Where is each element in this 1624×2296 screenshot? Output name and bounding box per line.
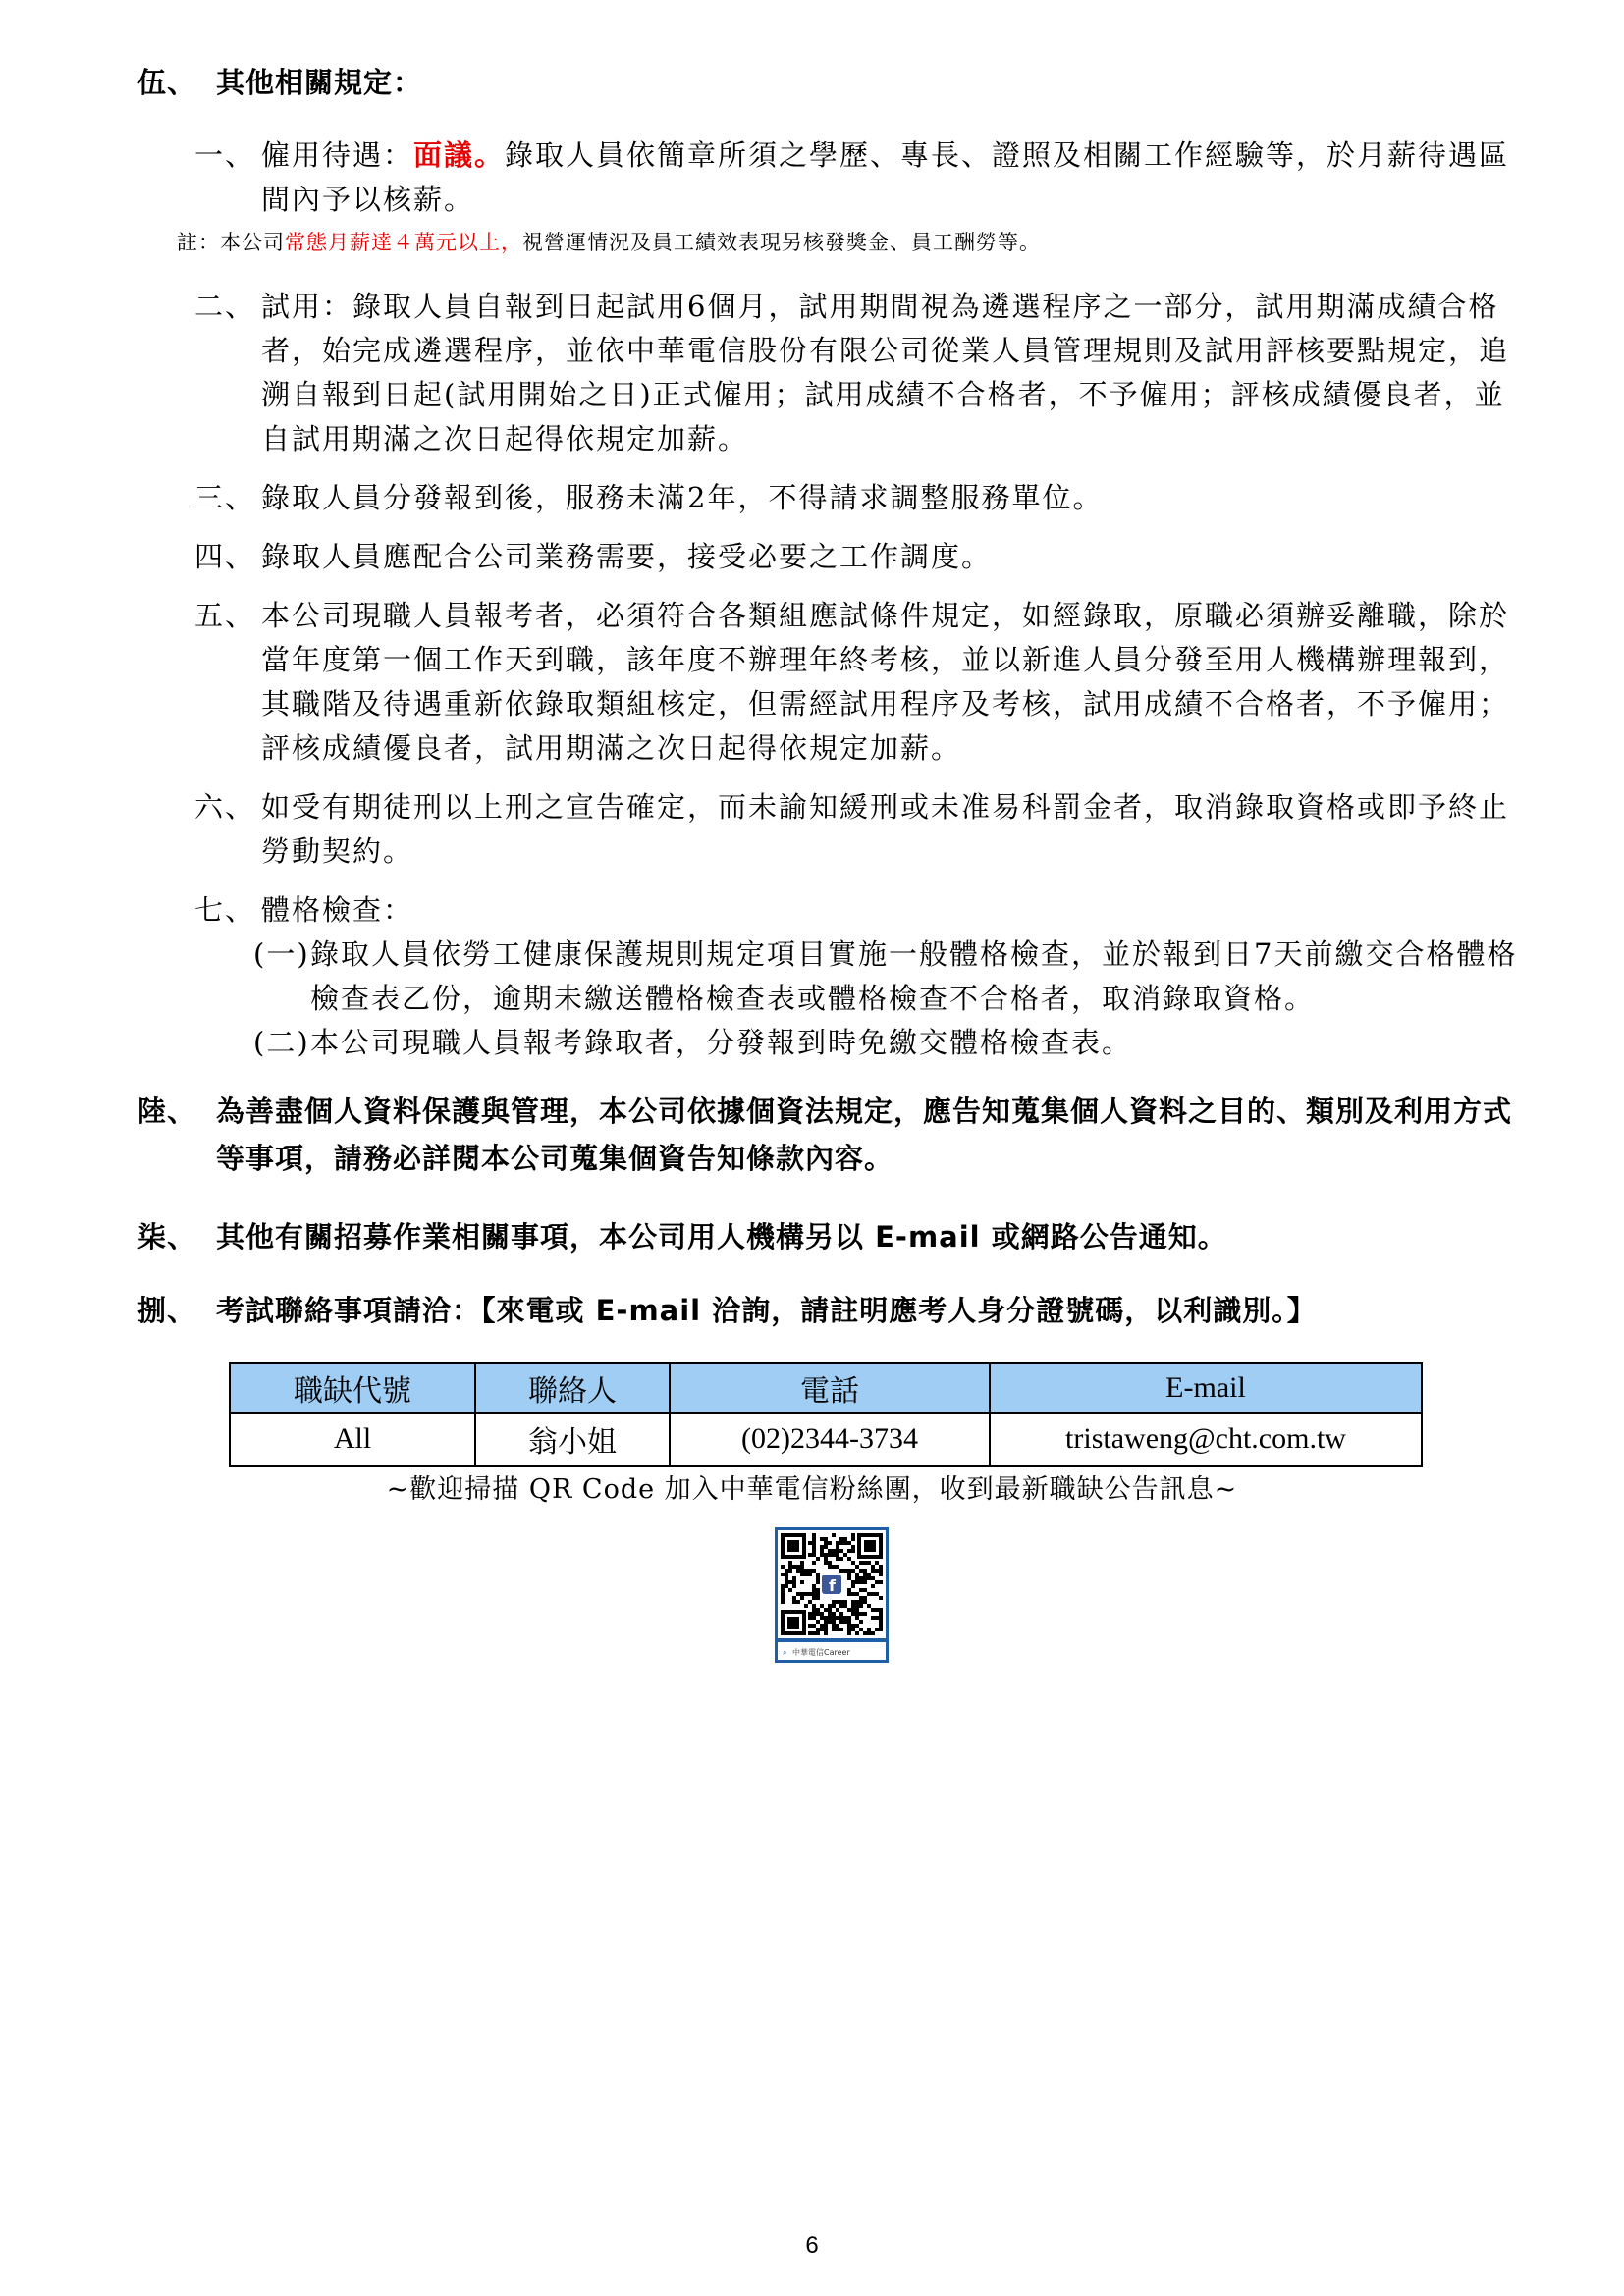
svg-text:f: f: [829, 1576, 836, 1595]
item-number: 七、: [194, 893, 256, 927]
page-number: 6: [805, 2232, 819, 2259]
item-text: 錄取人員分發報到後，服務未滿2年，不得請求調整服務單位。: [261, 481, 1104, 514]
table-row: [230, 1413, 1422, 1466]
phone-cell[interactable]: (02)2344-3734: [670, 1413, 990, 1466]
section-5-item-6: [194, 785, 1516, 874]
item-text: 如受有期徒刑以上刑之宣告確定，而未諭知緩刑或未准易科罰金者，取消錄取資格或即予終止勞動契約。: [261, 790, 1510, 868]
salary-note: 註：本公司常態月薪達４萬元以上，視營運情況及員工績效表現另核發獎金、員工酬勞等。: [177, 231, 1041, 254]
item-number: 四、: [194, 540, 256, 573]
section-6-privacy: [137, 1088, 1532, 1182]
header-phone: 電話: [670, 1363, 990, 1413]
section-text: 考試聯絡事項請洽：【來電或 E-mail 洽詢，請註明應考人身分證號碼，以利識別。】: [216, 1294, 1317, 1327]
health-check-subitem-2: [253, 1021, 1520, 1065]
item-number: 二、: [194, 290, 256, 323]
section-text: 其他有關招募作業相關事項，本公司用人機構另以 E-mail 或網路公告通知。: [216, 1220, 1227, 1254]
salary-note-highlight: 常態月薪達４萬元以上，: [285, 231, 522, 254]
subitem-text: 本公司現職人員報考錄取者，分發報到時免繳交體格檢查表。: [310, 1026, 1133, 1059]
section-5-heading: [137, 59, 1532, 106]
header-job-code: 職缺代號: [230, 1363, 475, 1413]
section-title: 其他相關規定：: [216, 66, 423, 99]
search-icon: ⌕: [783, 1648, 787, 1657]
contact-table: [229, 1362, 1423, 1467]
subitem-text: 錄取人員依勞工健康保護規則規定項目實施一般體格檢查，並於報到日7天前繳交合格體格檢查表乙份，逾期未繳送體格檢查表或體格檢查不合格者，取消錄取資格。: [310, 937, 1518, 1015]
section-5-item-1: [194, 133, 1516, 222]
section-text: 為善盡個人資料保護與管理，本公司依據個資法規定，應告知蒐集個人資料之目的、類別及利用方式等事項，請務必詳閱本公司蒐集個資告知條款內容。: [216, 1095, 1513, 1175]
item-text: 體格檢查：: [261, 893, 414, 927]
item-text: 錄取人員應配合公司業務需要，接受必要之工作調度。: [261, 540, 993, 573]
subitem-number: (二): [253, 1026, 310, 1059]
section-number: 柒、: [137, 1220, 197, 1254]
item-text: 錄取人員依簡章所須之學歷、專長、證照及相關工作經驗等，於月薪待遇區間內予以核薪。: [261, 138, 1510, 216]
header-contact-person: 聯絡人: [475, 1363, 670, 1413]
section-5-item-2: [194, 285, 1516, 461]
section-5-item-7: [194, 888, 1516, 933]
table-header-row: [230, 1363, 1422, 1413]
job-code-cell: All: [230, 1413, 475, 1466]
qr-caption: 中華電信Career: [792, 1648, 850, 1657]
section-5-item-3: [194, 476, 1516, 520]
item-number: 三、: [194, 481, 256, 514]
section-7-notification: [137, 1213, 1532, 1260]
contact-person-cell: 翁小姐: [475, 1413, 670, 1466]
header-email: E-mail: [990, 1363, 1422, 1413]
item-text: 試用：錄取人員自報到日起試用6個月，試用期間視為遴選程序之一部分，試用期滿成績合格者，始完成遴選程序，並依中華電信股份有限公司從業人員管理規則及試用評核要點規定，追溯自報到日起(試用開始之日)正式僱用；試用成績不合格者，不予僱用；評核成績優良者，並自試用期滿之次日起得依規定加薪。: [261, 290, 1510, 455]
section-number: 伍、: [137, 66, 197, 99]
item-number: 六、: [194, 790, 256, 824]
item-number: 五、: [194, 599, 256, 632]
subitem-number: (一): [253, 937, 310, 971]
section-5-item-5: [194, 594, 1516, 771]
item-text: 本公司現職人員報考者，必須符合各類組應試條件規定，如經錄取，原職必須辦妥離職，除於當年度第一個工作天到職，該年度不辦理年終考核，並以新進人員分發至用人機構辦理報到，其職階及待遇重新依錄取類組核定，但需經試用程序及考核，試用成績不合格者，不予僱用；評核成績優良者，試用期滿之次日起得依規定加薪。: [261, 599, 1510, 765]
item-label: 僱用待遇：: [261, 138, 414, 172]
email-cell[interactable]: tristaweng@cht.com.tw: [990, 1413, 1422, 1466]
item-number: 一、: [194, 138, 256, 172]
section-number: 捌、: [137, 1294, 197, 1327]
section-number: 陸、: [137, 1095, 197, 1128]
section-8-contact: [137, 1287, 1532, 1334]
salary-highlight: 面議。: [413, 138, 506, 172]
qr-code-image[interactable]: [775, 1527, 889, 1663]
health-check-subitem-1: [253, 933, 1520, 1021]
qr-welcome-text: ~歡迎掃描 QR Code 加入中華電信粉絲團，收到最新職缺公告訊息~: [386, 1474, 1238, 1505]
section-5-item-4: [194, 535, 1516, 579]
